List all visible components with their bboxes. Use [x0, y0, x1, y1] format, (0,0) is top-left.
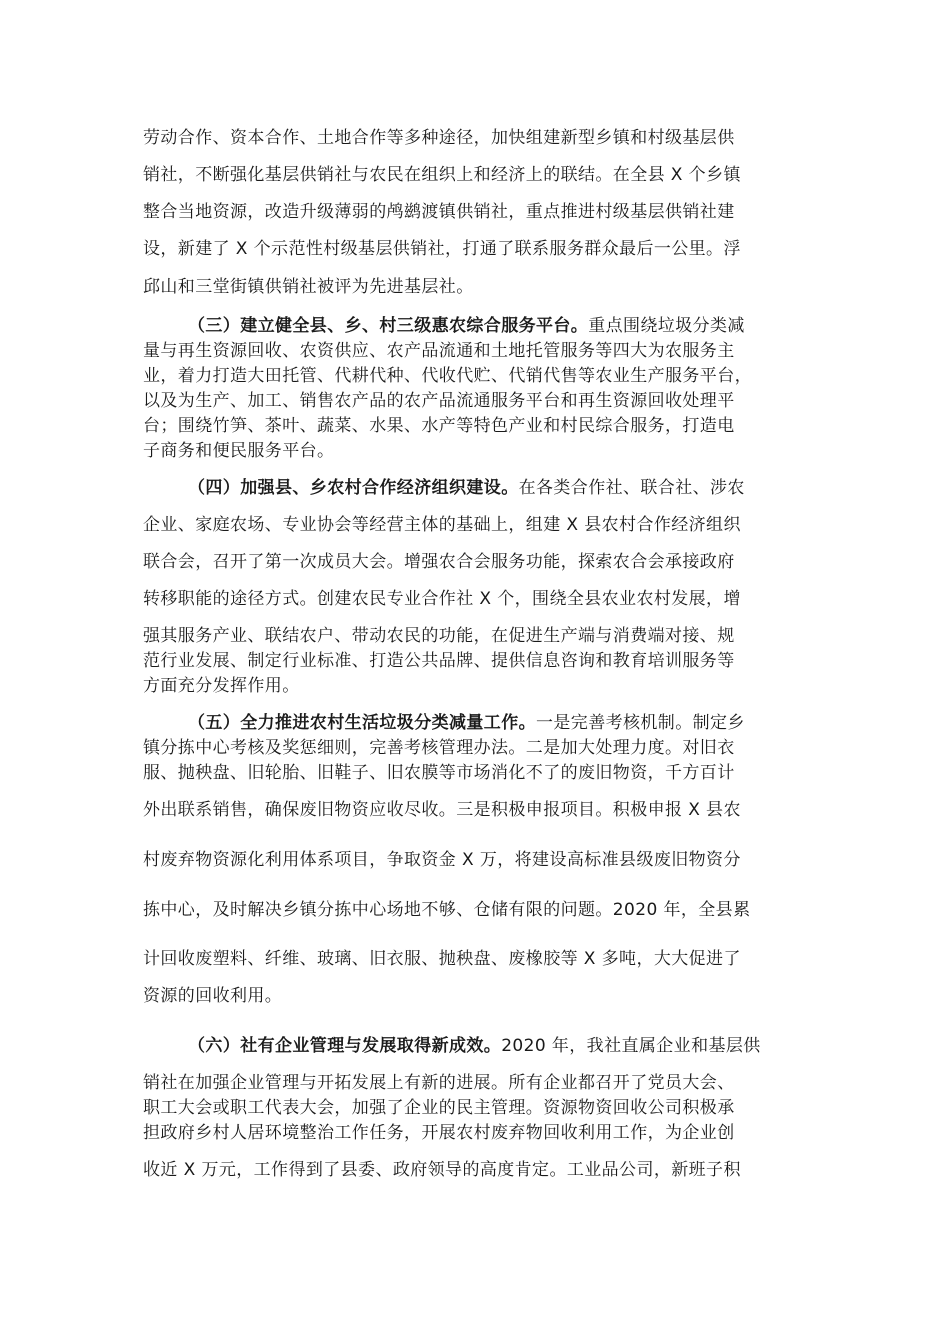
text-line: 拣中心，及时解决乡镇分拣中心场地不够、仓储有限的问题。2020 年，全县累 [143, 900, 751, 920]
paragraph-first-line [188, 712, 811, 734]
section-heading: （三）建立健全县、乡、村三级惠农综合服务平台。 [188, 316, 589, 336]
text-line: 子商务和便民服务平台。 [143, 441, 335, 461]
text-line: 量与再生资源回收、农资供应、农产品流通和土地托管服务等四大为农服务主 [143, 341, 735, 361]
text-line: 销社在加强企业管理与开拓发展上有新的进展。所有企业都召开了党员大会、 [143, 1073, 735, 1093]
text-line: 邱山和三堂街镇供销社被评为先进基层社。 [143, 277, 474, 297]
text-run: 在各类合作社、联合社、涉农 [518, 478, 745, 498]
text-line: 担政府乡村人居环境整治工作任务，开展农村废弃物回收利用工作，为企业创 [143, 1123, 735, 1143]
section-heading: （四）加强县、乡农村合作经济组织建设。 [188, 478, 519, 498]
text-line: 方面充分发挥作用。 [143, 676, 300, 696]
text-line: 范行业发展、制定行业标准、打造公共品牌、提供信息咨询和教育培训服务等 [143, 651, 735, 671]
text-line: 服、抛秧盘、旧轮胎、旧鞋子、旧农膜等市场消化不了的废旧物资，千方百计 [143, 763, 735, 783]
text-line: 劳动合作、资本合作、土地合作等多种途径，加快组建新型乡镇和村级基层供 [143, 128, 735, 148]
text-line: 整合当地资源，改造升级薄弱的鸬鹚渡镇供销社，重点推进村级基层供销社建 [143, 202, 735, 222]
text-run: 重点围绕垃圾分类减 [588, 316, 745, 336]
text-line: 职工大会或职工代表大会，加强了企业的民主管理。资源物资回收公司积极承 [143, 1098, 735, 1118]
text-line: 收近 X 万元，工作得到了县委、政府领导的高度肯定。工业品公司，新班子积 [143, 1160, 741, 1180]
section-heading: （五）全力推进农村生活垃圾分类减量工作。 [188, 713, 536, 733]
text-line: 以及为生产、加工、销售农产品的农产品流通服务平台和再生资源回收处理平 [143, 391, 735, 411]
text-line: 资源的回收利用。 [143, 986, 283, 1006]
text-line: 设，新建了 X 个示范性村级基层供销社，打通了联系服务群众最后一公里。浮 [143, 239, 741, 259]
text-run: 2020 年，我社直属企业和基层供 [501, 1036, 761, 1056]
paragraph-first-line [188, 1035, 811, 1057]
text-line: 业，着力打造大田托管、代耕代种、代收代贮、代销代售等农业生产服务平台， [143, 366, 752, 386]
text-line: 计回收废塑料、纤维、玻璃、旧衣服、抛秧盘、废橡胶等 X 多吨，大大促进了 [143, 949, 741, 969]
text-line: 镇分拣中心考核及奖惩细则，完善考核管理办法。二是加大处理力度。对旧衣 [143, 738, 735, 758]
text-line: 联合会，召开了第一次成员大会。增强农合会服务功能，探索农合会承接政府 [143, 552, 735, 572]
text-run: 一是完善考核机制。制定乡 [536, 713, 745, 733]
text-line: 村废弃物资源化利用体系项目，争取资金 X 万，将建设高标准县级废旧物资分 [143, 850, 741, 870]
paragraph-first-line [188, 315, 811, 337]
text-line: 台；围绕竹笋、茶叶、蔬菜、水果、水产等特色产业和村民综合服务，打造电 [143, 416, 735, 436]
paragraph-first-line [188, 477, 811, 499]
section-heading: （六）社有企业管理与发展取得新成效。 [188, 1036, 502, 1056]
text-line: 外出联系销售，确保废旧物资应收尽收。三是积极申报项目。积极申报 X 县农 [143, 800, 741, 820]
text-line: 转移职能的途径方式。创建农民专业合作社 X 个，围绕全县农业农村发展，增 [143, 589, 741, 609]
text-line: 企业、家庭农场、专业协会等经营主体的基础上，组建 X 县农村合作经济组织 [143, 515, 741, 535]
text-line: 销社，不断强化基层供销社与农民在组织上和经济上的联结。在全县 X 个乡镇 [143, 165, 741, 185]
text-line: 强其服务产业、联结农户、带动农民的功能，在促进生产端与消费端对接、规 [143, 626, 735, 646]
